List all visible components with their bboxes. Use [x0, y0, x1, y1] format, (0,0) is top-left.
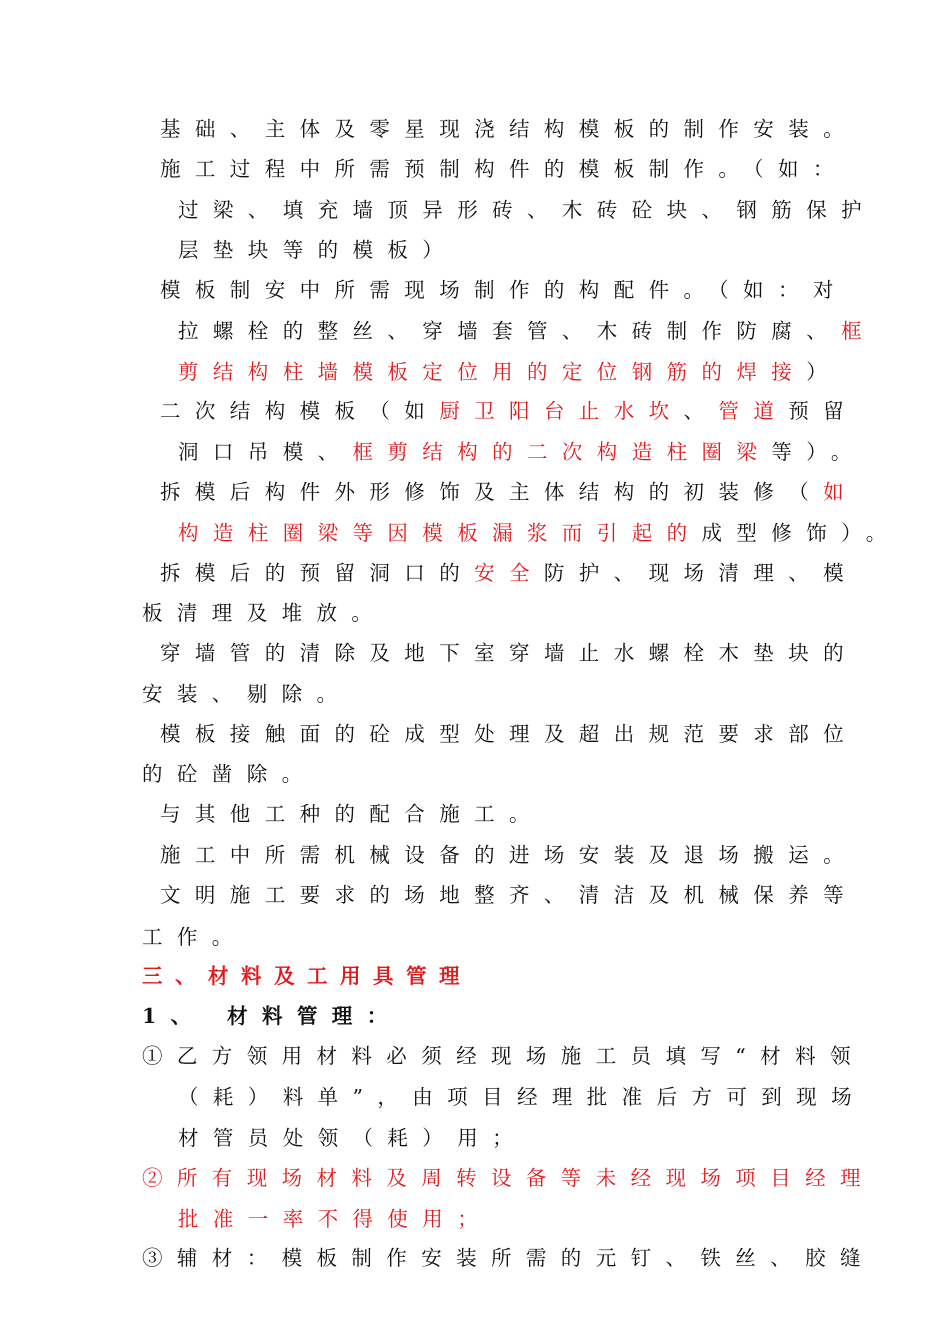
text-segment-red: 管道: [718, 399, 789, 423]
text-segment-red: 厨卫阳台止水坎: [439, 399, 684, 423]
text-segment: 1、 材料管理：: [142, 1004, 402, 1028]
text-segment: 与其他工种的配合施工。: [160, 802, 544, 826]
text-segment-red: 框: [841, 319, 877, 343]
text-line-13: [142, 600, 386, 626]
text-segment: 拉螺栓的整丝、穿墙套管、木砖制作防腐、: [178, 319, 842, 343]
section-heading: [142, 963, 472, 989]
text-line-5: [160, 277, 848, 303]
text-segment-red: 构造柱圈梁等因模板漏浆而引起的: [178, 521, 702, 545]
text-segment: （耗）料单”，由项目经理批准后方可到现场: [178, 1085, 866, 1109]
text-segment-red: 如: [823, 480, 859, 504]
text-line-29: [142, 1245, 875, 1271]
text-line-26: [178, 1125, 527, 1151]
text-line-17: [142, 761, 317, 787]
text-line-1: [160, 116, 858, 142]
text-line-19: [160, 842, 858, 868]
text-segment: 预留: [788, 399, 859, 423]
text-line-24: [142, 1043, 865, 1069]
text-line-4: [178, 237, 457, 263]
text-line-14: [160, 640, 858, 666]
text-line-2: [160, 156, 848, 182]
text-segment: 防护、现场清理、模: [543, 561, 859, 585]
text-segment: 拆模后构件外形修饰及主体结构的初装修（: [160, 480, 824, 504]
text-segment: 的砼凿除。: [142, 762, 317, 786]
text-line-8: [160, 398, 858, 424]
text-segment: 层垫块等的模板）: [178, 238, 458, 262]
text-segment-red: 框剪结构的二次构造柱圈梁: [352, 440, 772, 464]
text-segment: 板清理及堆放。: [142, 601, 387, 625]
text-segment-red: 安全: [474, 561, 544, 585]
text-segment: 基础、主体及零星现浇结构模板的制作安装。: [160, 117, 858, 141]
subsection-heading: [142, 1003, 402, 1029]
text-segment: 施工中所需机械设备的进场安装及退场搬运。: [160, 843, 858, 867]
text-line-6: [178, 318, 876, 344]
text-segment: 模板制安中所需现场制作的构配件。（如：对: [160, 278, 848, 302]
text-segment: 等）。: [771, 440, 866, 464]
text-segment-red: 批准一率不得使用；: [178, 1207, 493, 1231]
text-segment-red: 剪结构柱墙模板定位用的定位钢筋的焊接: [178, 360, 807, 384]
text-segment: 拆模后的预留洞口的: [160, 561, 475, 585]
text-line-18: [160, 801, 544, 827]
text-segment: 过梁、填充墙顶异形砖、木砖砼块、钢筋保护: [178, 198, 876, 222]
text-segment-red: 三、材料及工用具管理: [142, 964, 472, 988]
text-line-3: [178, 197, 876, 223]
text-line-15: [142, 681, 351, 707]
text-segment: 文明施工要求的场地整齐、清洁及机械保养等: [160, 883, 858, 907]
text-segment: 洞口吊模、: [178, 440, 353, 464]
text-segment: ①乙方领用材料必须经现场施工员填写“材料领: [142, 1044, 865, 1068]
text-segment: 材管员处领（耗）用；: [178, 1126, 527, 1150]
text-segment: 模板接触面的砼成型处理及超出规范要求部位: [160, 722, 858, 746]
text-line-12: [160, 560, 858, 586]
text-segment: ③辅材：模板制作安装所需的元钉、铁丝、胶缝: [142, 1246, 875, 1270]
text-line-16: [160, 721, 858, 747]
text-segment: 工作。: [142, 925, 247, 949]
text-line-9: [178, 439, 866, 465]
text-segment: 安装、剔除。: [142, 682, 352, 706]
text-segment: 施工过程中所需预制构件的模板制作。（如：: [160, 157, 848, 181]
text-line-20: [160, 882, 858, 908]
text-line-21: [142, 924, 247, 950]
text-segment-red: ②所有现场材料及周转设备等未经现场项目经理: [142, 1166, 875, 1190]
text-line-27: [142, 1165, 875, 1191]
text-line-10: [160, 479, 858, 505]
text-segment: 二次结构模板（如: [160, 399, 440, 423]
text-segment: 穿墙管的清除及地下室穿墙止水螺栓木垫块的: [160, 641, 858, 665]
text-segment: 成型修饰）。: [701, 521, 901, 545]
text-line-11: [178, 520, 901, 546]
text-line-7: [178, 359, 841, 385]
text-line-25: [178, 1084, 866, 1110]
text-segment: ）: [806, 360, 842, 384]
text-line-28: [178, 1206, 492, 1232]
text-segment: 、: [683, 399, 719, 423]
